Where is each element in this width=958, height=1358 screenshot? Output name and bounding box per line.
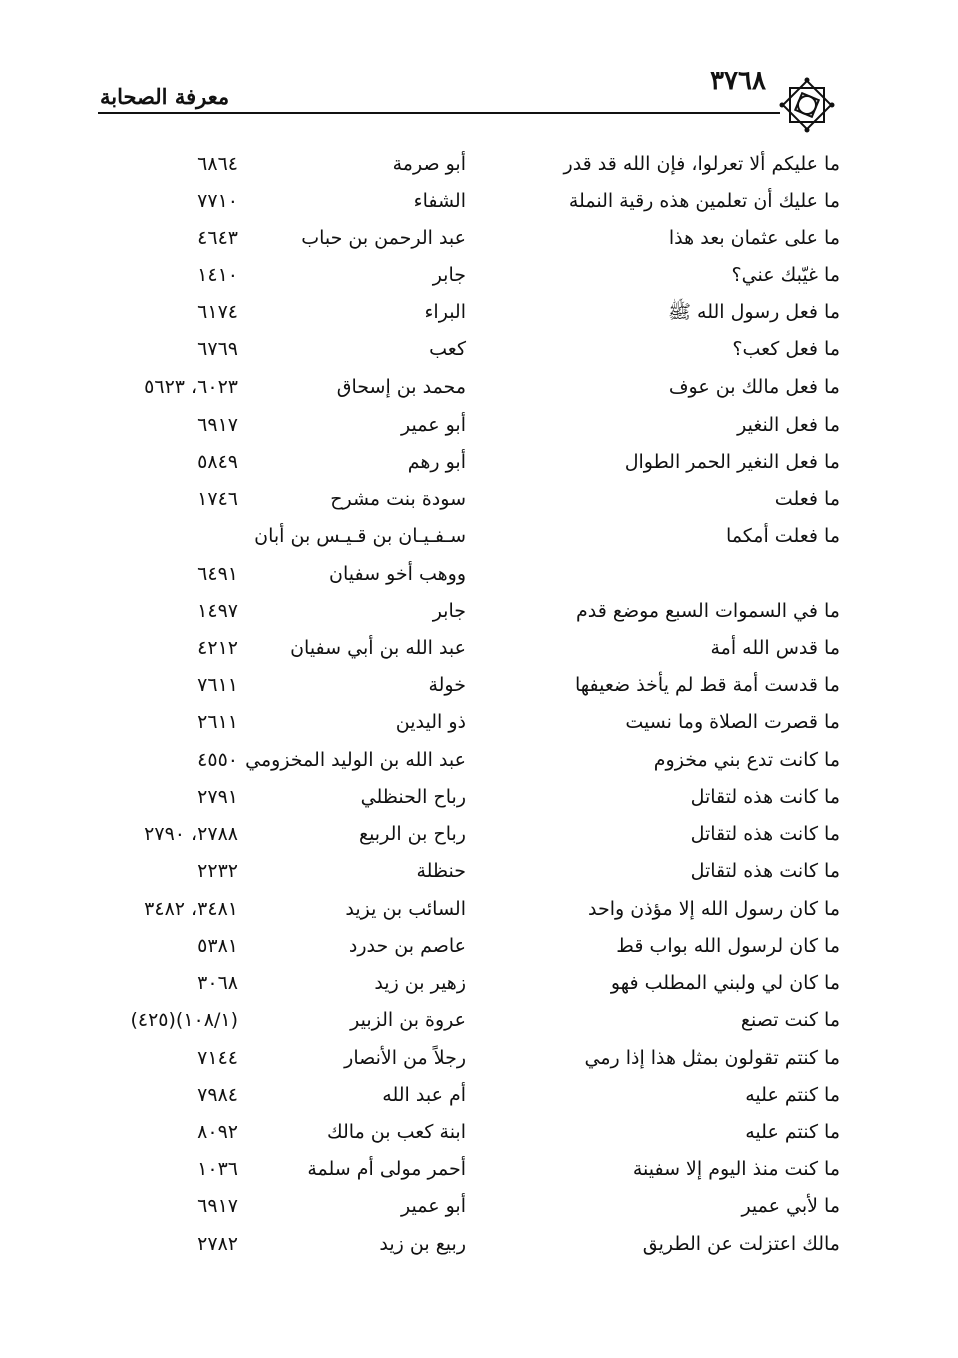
hadith-phrase: ما فعل النغير الحمر الطوال: [624, 451, 840, 473]
hadith-phrase: ما كنت تصنع: [740, 1009, 840, 1031]
index-row: [0, 294, 958, 330]
narrator-name: عاصم بن حدرد: [348, 935, 466, 957]
narrator-name: أبو صرمة: [392, 153, 466, 175]
narrator-name: خولة: [428, 674, 466, 696]
reference-numbers: ٤٢١٢: [197, 637, 238, 659]
reference-numbers: ٨٠٩٢: [197, 1121, 238, 1143]
index-row: [0, 257, 958, 293]
index-row: [0, 369, 958, 405]
index-row: [0, 1188, 958, 1224]
index-row: [0, 816, 958, 852]
narrator-name: السائب بن يزيد: [345, 898, 466, 920]
index-row: [0, 444, 958, 480]
index-row: [0, 593, 958, 629]
index-row: [0, 556, 958, 592]
hadith-phrase: مالك اعتزلت عن الطريق: [642, 1233, 840, 1255]
reference-numbers: ٣٤٨١، ٣٤٨٢: [144, 898, 238, 920]
narrator-name: جابر: [432, 600, 466, 622]
narrator-name: ذو اليدين: [395, 711, 466, 733]
hadith-phrase: ما قصرت الصلاة وما نسيت: [625, 711, 840, 733]
reference-numbers: ٧١٤٤: [197, 1047, 238, 1069]
narrator-name: ربيع بن زيد: [379, 1233, 466, 1255]
hadith-phrase: ما عليكم ألا تعرلوا، فإن الله قد قدر: [563, 153, 840, 175]
index-row: [0, 1077, 958, 1113]
index-row: [0, 481, 958, 517]
reference-numbers: ٧٧١٠: [197, 190, 238, 212]
hadith-phrase: ما فعل رسول الله ﷺ: [668, 301, 840, 323]
narrator-name: حنظلة: [416, 860, 466, 882]
reference-numbers: ٣٠٦٨: [197, 972, 238, 994]
hadith-phrase: ما فعل مالك بن عوف: [668, 376, 840, 398]
hadith-phrase: ما غيّبك عني؟: [731, 264, 840, 286]
narrator-name: جابر: [432, 264, 466, 286]
index-row: [0, 965, 958, 1001]
hadith-phrase: ما كانت هذه لتقاتل: [690, 860, 840, 882]
reference-numbers: ٢٢٣٢: [197, 860, 238, 882]
hadith-phrase: ما قدس الله أمة: [710, 637, 840, 659]
narrator-name: عروة بن الزبير: [350, 1009, 466, 1031]
narrator-name: سـفـيـان بن قـيـس بن أبان: [254, 525, 466, 547]
hadith-phrase: ما لأبي عمير: [741, 1195, 840, 1217]
index-row: [0, 704, 958, 740]
index-row: [0, 1151, 958, 1187]
hadith-phrase: ما كنتم تقولون بمثل هذا إذا رمي: [584, 1047, 840, 1069]
reference-numbers: ١٤١٠: [197, 264, 238, 286]
reference-numbers: ٦٩١٧: [197, 1195, 238, 1217]
reference-numbers: ٦٧٦٩: [197, 338, 238, 360]
narrator-name: البراء: [424, 301, 466, 323]
hadith-phrase: ما فعل النغير: [737, 414, 840, 436]
reference-numbers: ٦٩١٧: [197, 414, 238, 436]
index-row: [0, 407, 958, 443]
reference-numbers: ٦١٧٤: [197, 301, 238, 323]
narrator-name: عبد الله بن الوليد المخزومي: [245, 749, 466, 771]
index-row: [0, 1040, 958, 1076]
hadith-phrase: ما كانت تدع بني مخزوم: [653, 749, 840, 771]
index-row: [0, 1002, 958, 1038]
reference-numbers: ٥٣٨١: [197, 935, 238, 957]
narrator-name: ووهب أخو سفيان: [329, 563, 466, 585]
narrator-name: أحمر مولى أم سلمة: [307, 1158, 466, 1180]
hadith-phrase: ما فعل كعب؟: [732, 338, 840, 360]
index-row: [0, 891, 958, 927]
narrator-name: زهير بن زيد: [374, 972, 466, 994]
reference-numbers: ١٤٩٧: [197, 600, 238, 622]
index-row: [0, 742, 958, 778]
hadith-phrase: ما كنتم عليه: [745, 1121, 840, 1143]
hadith-phrase: ما على عثمان بعد هذا: [668, 227, 840, 249]
index-row: [0, 146, 958, 182]
hadith-phrase: ما كان لرسول الله بواب قط: [616, 935, 840, 957]
reference-numbers: ٦٨٦٤: [197, 153, 238, 175]
reference-numbers: ٤٥٥٠: [197, 749, 238, 771]
index-row: [0, 853, 958, 889]
page-number: ٣٧٦٨: [710, 66, 766, 96]
hadith-phrase: ما قدست أمة قط لم يأخذ ضعيفها: [574, 674, 840, 696]
reference-numbers: ٢٧٨٨، ٢٧٩٠: [144, 823, 238, 845]
hadith-phrase: ما كان لي ولبني المطلب فهو: [610, 972, 840, 994]
narrator-name: محمد بن إسحاق: [336, 376, 466, 398]
hadith-phrase: ما فعلت: [774, 488, 840, 510]
reference-numbers: ٢٧٩١: [197, 786, 238, 808]
hadith-phrase: ما فعلت أمكما: [726, 525, 840, 547]
reference-numbers: ١٠٣٦: [197, 1158, 238, 1180]
index-row: [0, 220, 958, 256]
hadith-phrase: ما كانت هذه لتقاتل: [690, 786, 840, 808]
index-row: [0, 183, 958, 219]
reference-numbers: ١٧٤٦: [197, 488, 238, 510]
narrator-name: أبو رهم: [407, 451, 466, 473]
index-row: [0, 518, 958, 554]
index-row: [0, 779, 958, 815]
narrator-name: عبد الرحمن بن حباب: [301, 227, 466, 249]
reference-numbers: (١٠٨/١)(٤٢٥): [130, 1009, 238, 1031]
reference-numbers: ٤٦٤٣: [197, 227, 238, 249]
reference-numbers: ٦٤٩١: [197, 563, 238, 585]
index-row: [0, 1114, 958, 1150]
reference-numbers: ٧٩٨٤: [197, 1084, 238, 1106]
narrator-name: عبد الله بن أبي سفيان: [290, 637, 466, 659]
index-row: [0, 667, 958, 703]
index-row: [0, 928, 958, 964]
narrator-name: أم عبد الله: [382, 1084, 466, 1106]
narrator-name: سودة بنت مشرح: [330, 488, 466, 510]
index-row: [0, 331, 958, 367]
reference-numbers: ٢٦١١: [197, 711, 238, 733]
narrator-name: أبو عمير: [401, 414, 466, 436]
running-title: معرفة الصحابة: [100, 84, 230, 109]
hadith-phrase: ما كنتم عليه: [745, 1084, 840, 1106]
reference-numbers: ٦٠٢٣، ٥٦٢٣: [144, 376, 238, 398]
reference-numbers: ٢٧٨٢: [197, 1233, 238, 1255]
hadith-phrase: ما عليك أن تعلمين هذه رقية النملة: [568, 190, 840, 212]
reference-numbers: ٧٦١١: [197, 674, 238, 696]
hadith-phrase: ما في السموات السبع موضع قدم: [576, 600, 840, 622]
narrator-name: رباح بن الربيع: [358, 823, 466, 845]
narrator-name: رباح الحنظلي: [360, 786, 466, 808]
narrator-name: ابنة كعب بن مالك: [327, 1121, 466, 1143]
hadith-phrase: ما كنت منذ اليوم إلا سفينة: [632, 1158, 840, 1180]
narrator-name: الشفاء: [413, 190, 466, 212]
reference-numbers: ٥٨٤٩: [197, 451, 238, 473]
narrator-name: أبو عمير: [401, 1195, 466, 1217]
narrator-name: كعب: [429, 338, 466, 360]
index-row: [0, 1226, 958, 1262]
index-row: [0, 630, 958, 666]
hadith-phrase: ما كانت هذه لتقاتل: [690, 823, 840, 845]
hadith-phrase: ما كان رسول الله إلا مؤذن واحد: [588, 898, 840, 920]
narrator-name: رجلاً من الأنصار: [344, 1047, 466, 1069]
